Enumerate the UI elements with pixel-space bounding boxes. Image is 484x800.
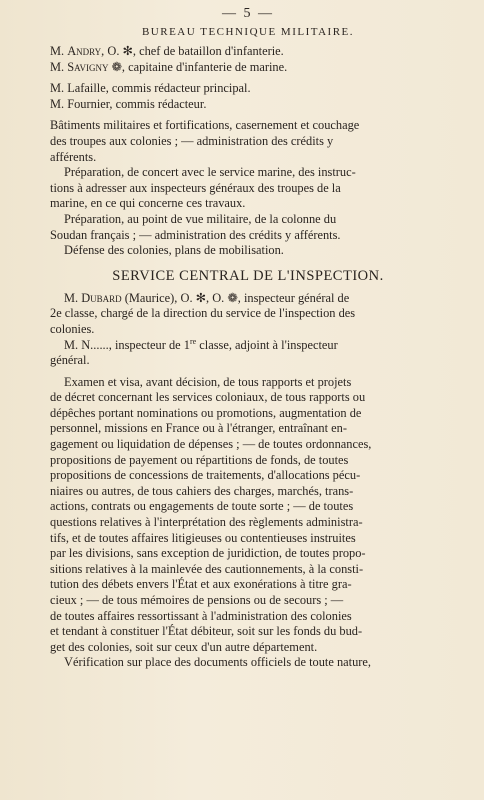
staff-prefix: M.	[50, 96, 68, 111]
text-line	[50, 291, 466, 307]
staff-title: Fournier, commis rédacteur.	[67, 96, 207, 111]
staff-title: Lafaille, commis rédacteur principal.	[67, 81, 251, 96]
inspector-adjoint	[50, 338, 466, 369]
text-line: de toutes affaires ressortissant à l'administration des colonies	[50, 608, 352, 623]
text-line: Défense des colonies, plans de mobilisation.	[64, 243, 284, 258]
text-line: afférents.	[50, 149, 97, 164]
text-line: et tendant à constituer l'État débiteur, soit sur les fonds du bud-	[50, 624, 363, 639]
text-line: marine, en ce qui concerne ces travaux.	[50, 196, 246, 211]
staff-entry	[50, 97, 466, 113]
paragraph-verification	[50, 655, 466, 671]
staff-prefix: M.	[50, 44, 68, 58]
text-line: général.	[50, 353, 90, 368]
inspector-title: (Maurice), O. ✻, O. ❁, inspecteur général de	[121, 290, 350, 305]
staff-entry	[50, 60, 466, 76]
text-line: questions relatives à l'interprétation des règlements administra-	[50, 515, 363, 530]
staff-title: ❁, capitaine d'infanterie de marine.	[108, 59, 288, 74]
text-line: personnel, missions en France ou à l'étranger, entraînant en-	[50, 421, 347, 436]
text-line: 2e classe, chargé de la direction du service de l'inspection des	[50, 306, 356, 321]
paragraph-defense	[50, 243, 466, 259]
staff-entry	[50, 44, 466, 60]
text-line	[50, 338, 466, 354]
section-title: SERVICE CENTRAL DE L'INSPECTION.	[112, 267, 384, 284]
text-line: dépêches portant nominations ou promotions, augmentation de	[50, 405, 362, 420]
text-line: get des colonies, soit sur ceux d'un autre département.	[50, 639, 318, 654]
text-line: tifs, et de toutes affaires litigieuses ou contentieuses instruites	[50, 530, 356, 545]
paragraph-examen-visa	[50, 375, 466, 656]
staff-prefix: M.	[50, 59, 68, 74]
paragraph-preparation-soudan	[50, 212, 466, 243]
paragraph-batiments	[50, 118, 466, 165]
text-line: Examen et visa, avant décision, de tous rapports et projets	[64, 374, 352, 389]
text-line: tions à adresser aux inspecteurs généraux des troupes de la	[50, 180, 341, 195]
page-number: — 5 —	[222, 6, 274, 21]
inspector-dubard	[50, 291, 466, 338]
inspector-name: Dubard	[81, 290, 122, 305]
text-line: gagement ou liquidation de dépenses ; — de toutes ordonnances,	[50, 437, 372, 452]
text-line: Bâtiments militaires et fortifications, casernement et couchage	[50, 118, 360, 133]
paragraph-preparation-marine	[50, 165, 466, 212]
staff-name: Savigny	[67, 59, 109, 74]
staff-list	[50, 44, 466, 112]
text-line: des troupes aux colonies ; — administration des crédits y	[50, 133, 334, 148]
staff-entry	[50, 81, 466, 97]
text-line: tution des débets envers l'État et aux exonérations à titre gra-	[50, 577, 352, 592]
text-line: Préparation, de concert avec le service marine, des instruc-	[64, 165, 356, 180]
staff-name: Andry	[67, 44, 102, 58]
staff-title: , O. ✻, chef de bataillon d'infanterie.	[101, 44, 284, 58]
text-line: Soudan français ; — administration des crédits y afférents.	[50, 227, 341, 242]
text-line: propositions de concessions de traitements, d'allocations pécu-	[50, 468, 361, 483]
running-head: BUREAU TECHNIQUE MILITAIRE.	[141, 26, 355, 38]
ordinal-superscript: re	[189, 336, 197, 346]
text-line: cieux ; — de tous mémoires de pensions ou de secours ; —	[50, 593, 344, 607]
text-line: propositions de payement ou répartitions de fonds, de toutes	[50, 452, 349, 467]
text-line: colonies.	[50, 321, 95, 336]
inspector-adjoint-text: classe, adjoint à l'inspecteur	[196, 337, 338, 352]
text-line: sitions relatives à la mainlevée des cautionnements, à la consti-	[50, 561, 364, 576]
text-line: actions, contrats ou engagements de toute sorte ; — de toutes	[50, 499, 354, 514]
staff-prefix: M.	[50, 81, 68, 96]
text-line: Vérification sur place des documents officiels de toute nature,	[64, 655, 372, 670]
inspector-prefix: M.	[64, 290, 82, 305]
text-line: de décret concernant les services coloniaux, de tous rapports ou	[50, 390, 366, 405]
text-line: par les divisions, sans exception de juridiction, de toutes propo-	[50, 546, 366, 561]
inspector-adjoint-text: M. N......, inspecteur de 1	[64, 337, 190, 352]
text-line: Préparation, au point de vue militaire, de la colonne du	[64, 211, 337, 226]
text-line: niaires ou autres, de tous cahiers des charges, marchés, trans-	[50, 483, 354, 498]
